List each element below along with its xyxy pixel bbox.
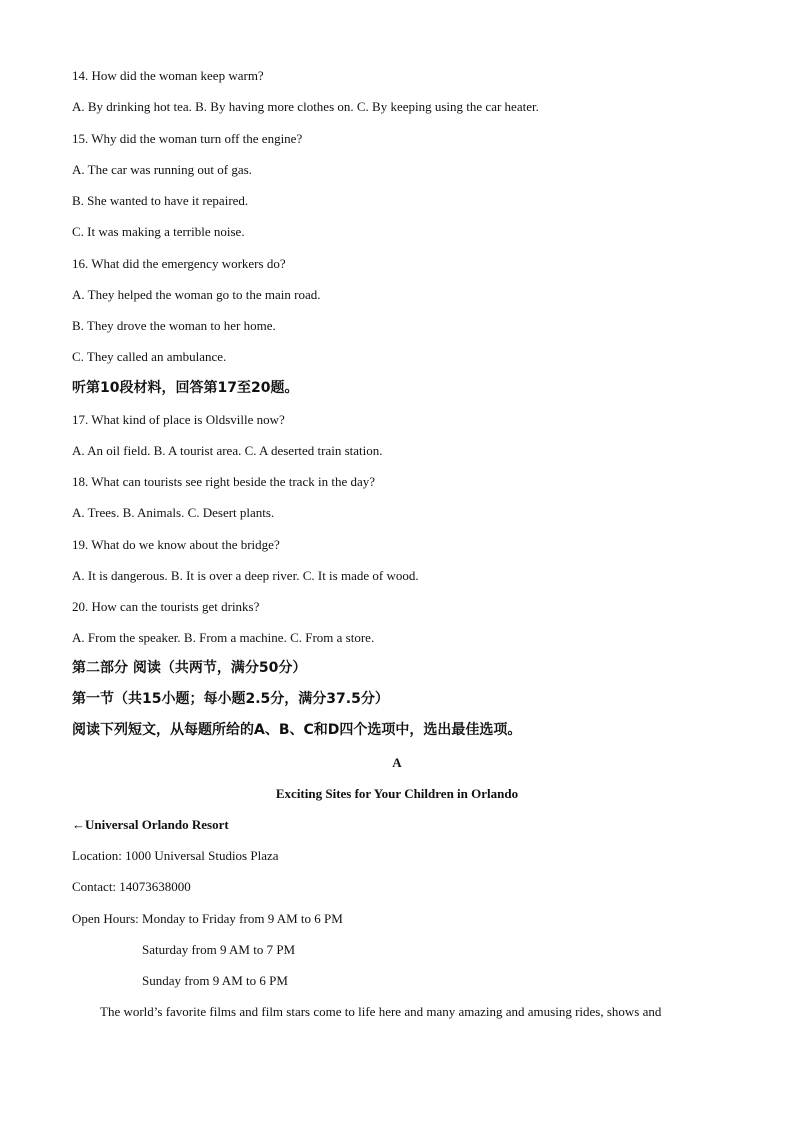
listening-section-instruction: 听第10段材料，回答第17至20题。	[72, 380, 299, 396]
q16-option-a: A. They helped the woman go to the main road.	[72, 287, 321, 302]
q18-options: A. Trees. B. Animals. C. Desert plants.	[72, 505, 275, 520]
reading-part-title: 第二部分 阅读（共两节，满分50分）	[72, 660, 307, 676]
q16-option-b: B. They drove the woman to her home.	[72, 318, 276, 333]
q16-question: 16. What did the emergency workers do?	[72, 256, 286, 271]
q15-option-a: A. The car was running out of gas.	[72, 162, 252, 177]
q14-question: 14. How did the woman keep warm?	[72, 68, 264, 83]
q15-option-b: B. She wanted to have it repaired.	[72, 193, 249, 208]
site-location: Location: 1000 Universal Studios Plaza	[72, 848, 279, 863]
q17-question: 17. What kind of place is Oldsville now?	[72, 412, 285, 427]
q20-question: 20. How can the tourists get drinks?	[72, 599, 260, 614]
passage-paragraph: The world’s favorite films and film stars come to life here and many amazing and amusing rides, shows and	[100, 1004, 662, 1019]
q19-options: A. It is dangerous. B. It is over a deep river. C. It is made of wood.	[72, 568, 419, 583]
site-contact: Contact: 14073638000	[72, 879, 191, 894]
passage-letter: A	[392, 755, 402, 770]
q16-option-c: C. They called an ambulance.	[72, 349, 227, 364]
hours-weekday: Open Hours: Monday to Friday from 9 AM to 6 PM	[72, 911, 343, 926]
hours-saturday: Saturday from 9 AM to 7 PM	[142, 942, 296, 957]
q19-question: 19. What do we know about the bridge?	[72, 537, 280, 552]
q15-option-c: C. It was making a terrible noise.	[72, 224, 245, 239]
q18-question: 18. What can tourists see right beside the track in the day?	[72, 474, 375, 489]
q17-options: A. An oil field. B. A tourist area. C. A deserted train station.	[72, 443, 383, 458]
passage-title: Exciting Sites for Your Children in Orlando	[275, 786, 519, 801]
q20-options: A. From the speaker. B. From a machine. C. From a store.	[72, 630, 375, 645]
reading-instruction: 阅读下列短文，从每题所给的A、B、C和D四个选项中，选出最佳选项。	[72, 722, 522, 738]
hours-sunday: Sunday from 9 AM to 6 PM	[142, 973, 288, 988]
site-name: ←Universal Orlando Resort	[72, 817, 229, 832]
q14-options: A. By drinking hot tea. B. By having more clothes on. C. By keeping using the car heater.	[72, 99, 539, 114]
reading-section-title: 第一节（共15小题；每小题2.5分，满分37.5分）	[72, 691, 389, 707]
q15-question: 15. Why did the woman turn off the engine?	[72, 131, 303, 146]
